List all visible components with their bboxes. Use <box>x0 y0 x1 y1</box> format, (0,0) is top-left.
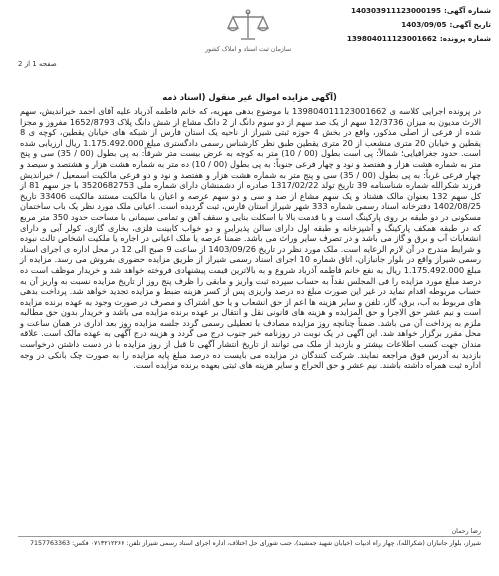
notice-date-label: تاریخ آگهی: <box>449 20 491 29</box>
case-number-label: شماره پرونده: <box>439 34 491 43</box>
notice-footer <box>18 539 481 549</box>
footer-fax: 7157763363 <box>29 540 71 547</box>
scales-emblem-icon <box>225 8 271 44</box>
notice-number-row <box>341 4 491 18</box>
case-number: 139804011123001662 <box>346 34 437 43</box>
page-indicator: صفحه 1 از 2 <box>18 60 57 68</box>
notice-number-label: شماره آگهی: <box>443 6 491 15</box>
case-number-row <box>341 32 491 46</box>
footer-divider <box>18 536 481 537</box>
notice-body: در پرونده اجرایی کلاسه ی 139804011123001662 با موضوع بدهی مهریه، که خانم فاطمه آذرباد علیه آقای احمد خیراندیش، سهم الارث مدیون به میزان 12/3736 سهم از یک صد سهم از دو سوم دانگ از 2 دانگ مشاع از شش دانگ پلاک 1652/8793 مفروز و مجزا شده از فرعی از اصلی مذکور، واقع در بخش 4 حوزه ثبتی شیراز از ناحیه یک استان فارس از شبکه های خیابان یقطین، کوچه ی 8 یقطین و خیابان 20 متری منشعب از 20 متری یقطین طبق نظر کارشناس رسمی دادگستری مبلغ 1.175.492.000 ریال ارزیابی شده است. حدود جغرافیایی؛ شمالاً: پی است بطول (00 / 10) متر به کوچه به عرض بیست متر شرقاً: به پی بطول (00 / 35) سی و پنج متر به شماره هشت هزار و هفتصد و نود و چهار فرعی جنوباً: به پی بطول (00 / 10) ده متر به شماره هشت هزار و هشتصد و سیصد و چهار فرعی غرباً: به پی بطول (00 / 35) سی و پنج متر به شماره هشت هزار و هفتصد و نود و دو فرعی مالکیت اسمعیل / خیراندیش فرزند شکرالله شماره شناسنامه 39 تاریخ تولد 1317/02/22 صادره از دشمنشان دارای شماره ملی 3520682753 با جز سهم 81 از کل سهم 132 بعنوان مالک هشتاد و یک سهم مشاع از صد و سی و دو سهم عرصه و اعیان با مالکیت مستند مالکیت 33406 تاریخ 1402/08/25 دفترخانه اسناد رسمی شماره 333 شهر شیراز استان فارس، ثبت گردیده است. اعیانی ملک مورد نظر یک باب ساختمان مسکونی در دو طبقه بر روی پارکینگ است و با قدمت بالا با اسکلت بنایی و سقف آهن و تمامی سیمانی با مساحت حدود 350 متر مربع که در طبقه همکف پارکینگ و آشپزخانه و طبقه اول دارای سالن پذیرایی و دو خواب کابینت فلزی، بخاری گازی، کولر آبی و دارای انشعابات آب و برق و گاز می باشد و در تصرف سایر وراث می باشد. ضمناً عرصه یا ملک اعیانی در اجاره یا ملکیت اشخاص ثالث نبوده و شرایط مندرج در آن لازم الرعایه است. ملک مورد نظر در تاریخ 1403/09/26 از ساعت 9 صبح الی 12 در محل اداره ی اجرای اسناد رسمی شیراز واقع در بلوار جانبازان، اتاق شماره 10 اجرای اسناد رسمی شیراز از طریق مزایده حضوری بفروش می رسد. مزایده از مبلغ 1.175.492.000 ریال به نفع خانم فاطمه آذرباد شروع و به بالاترین قیمت پیشنهادی فروخته خواهد شد و خریدار موظف است ده درصد مبلغ مورد مزایده را فی المجلس نقداً به حساب سپرده ثبت واریز و مابقی را ظرف پنج روز از تاریخ مزایده نسبت به واریز آن به حساب مربوطه اقدام نماید در غیر این صورت مبلغ ده درصد واریزی پس از کسر هزینه ضبط و مزایده تجدید خواهد شد. پرداخت بدهی های مربوط به آب، برق، گاز، تلفن و سایر هزینه ها اعم از حق انشعاب و یا حق اشتراک و مصرف در صورت وجود به عهده برنده مزایده است و نیم عشر حق الاجرا و حق المزایده و هزینه های قانونی نقل و انتقال بر عهده برنده مزایده می باشد و خریدار بدون حق مطالبه ملزم به پرداخت آن می باشد. ضمناً چنانچه روز مزایده مصادف با تعطیلی رسمی گردد جلسه مزایده روز بعد اداری در همان ساعت و محل مقرر برگزار خواهد شد. این آگهی در یک نوبت در روزنامه خبر جنوب درج می گردد و هزینه درج آگهی به عهده مالک است. علاقه مندان جهت کسب اطلاعات بیشتر و بازدید از ملک می توانند از تاریخ انتشار آگهی تا قبل از روز مزایده با در دست داشتن درخواست بازدید به آدرس فوق مراجعه نمایند. شرکت کنندگان در مزایده می بایست ده درصد مبلغ پایه مزایده را به صورت چک بانکی در وجه اداره ثبت همراه داشته باشند. نیم عشر و حق الحراج و سایر هزینه های ثبتی بعهده برنده مزایده است. <box>20 106 482 371</box>
notice-meta <box>341 4 491 46</box>
org-name: سازمان ثبت اسناد و املاک کشور <box>204 46 292 53</box>
registry-logo <box>178 8 318 53</box>
notice-header <box>0 0 499 78</box>
notice-title: (آگهی مزایده اموال غیر منقول (اسناد ذمه <box>162 92 337 102</box>
footer-address: شیراز، بلوار جانبازان (شکرالله)، چهار راه ادبیات (خیابان شهید جمشید)، جنب شورای حل اختلاف، اداره اجرای اسناد رسمی شیراز تلفن: ۰۷۱۳۲۱۲۲۶۶ فکس: <box>72 540 481 547</box>
signer-name: رضا رحمان <box>451 528 481 535</box>
notice-date-row <box>341 18 491 32</box>
notice-date: 1403/09/05 <box>401 20 447 29</box>
notice-number: 140303911123000195 <box>350 6 441 15</box>
